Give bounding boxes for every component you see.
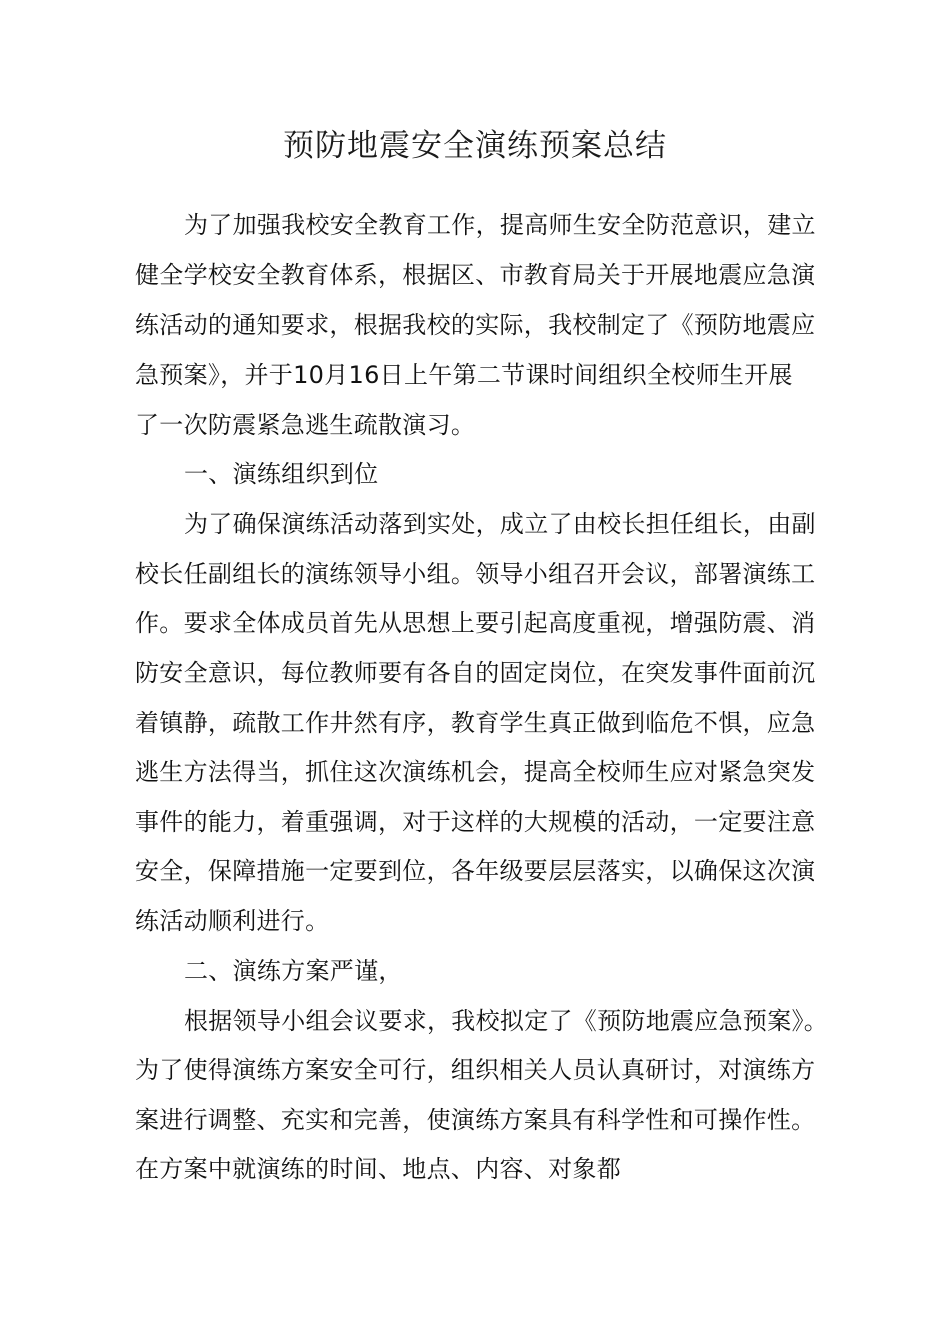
text-line: 了一次防震紧急逃生疏散演习。 xyxy=(135,411,476,439)
text-line: 着镇静，疏散工作井然有序，教育学生真正做到临危不惧，应急 xyxy=(135,709,816,737)
text-line: 练活动顺利进行。 xyxy=(135,907,330,935)
section-heading: 一、演练组织到位 xyxy=(184,460,379,488)
text-line: 健全学校安全教育体系，根据区、市教育局关于开展地震应急演 xyxy=(135,261,816,289)
text-line: 在方案中就演练的时间、地点、内容、对象都 xyxy=(135,1155,621,1183)
document-title: 预防地震安全演练预案总结 xyxy=(283,128,667,164)
text-line: 练活动的通知要求，根据我校的实际，我校制定了《预防地震应 xyxy=(135,311,816,339)
text-line: 安全，保障措施一定要到位，各年级要层层落实，以确保这次演 xyxy=(135,857,816,885)
text-line: 案进行调整、充实和完善，使演练方案具有科学性和可操作性。 xyxy=(135,1106,816,1134)
text-line: 逃生方法得当，抓住这次演练机会，提高全校师生应对紧急突发 xyxy=(135,758,816,786)
text-line: 作。要求全体成员首先从思想上要引起高度重视，增强防震、消 xyxy=(135,609,816,637)
text-line: 为了确保演练活动落到实处，成立了由校长担任组长，由副 xyxy=(184,510,816,538)
text-line: 防安全意识，每位教师要有各自的固定岗位，在突发事件面前沉 xyxy=(135,659,816,687)
section-heading: 二、演练方案严谨， xyxy=(184,957,403,985)
text-line: 根据领导小组会议要求，我校拟定了《预防地震应急预案》。 xyxy=(184,1007,829,1035)
text-line: 事件的能力，着重强调，对于这样的大规模的活动，一定要注意 xyxy=(135,808,816,836)
text-line: 校长任副组长的演练领导小组。领导小组召开会议，部署演练工 xyxy=(135,560,816,588)
text-line: 急预案》，并于10月16日上午第二节课时间组织全校师生开展 xyxy=(135,361,793,389)
text-line: 为了使得演练方案安全可行，组织相关人员认真研讨，对演练方 xyxy=(135,1056,816,1084)
text-line: 为了加强我校安全教育工作，提高师生安全防范意识，建立 xyxy=(184,211,816,239)
